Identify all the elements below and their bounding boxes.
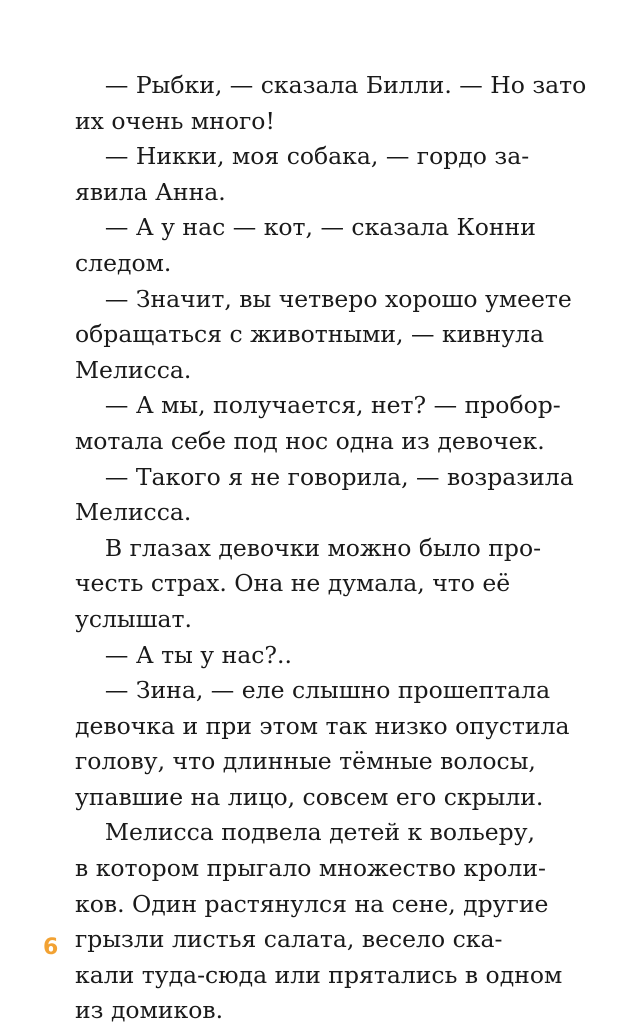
text-line: — Значит, вы четверо хорошо умеете: [75, 284, 572, 313]
text-line: Мелисса подвела детей к вольеру,: [75, 818, 535, 847]
text-line: голову, что длинные тёмные волосы,: [75, 747, 536, 776]
text-line: в котором прыгало множество кроли-: [75, 854, 546, 883]
text-line: — Такого я не говорила, — возразила: [75, 462, 574, 491]
body-text: [75, 68, 587, 1029]
text-line: Мелисса.: [75, 355, 192, 384]
text-line: — А ты у нас?..: [75, 640, 292, 669]
text-line: следом.: [75, 248, 172, 277]
text-line: Мелисса.: [75, 498, 192, 527]
text-line: — Никки, моя собака, — гордо за-: [75, 142, 530, 171]
text-line: обращаться с животными, — кивнула: [75, 320, 544, 349]
text-line: кали туда-сюда или прятались в одном: [75, 960, 563, 989]
text-line: — Зина, — еле слышно прошептала: [75, 676, 551, 705]
text-line: упавшие на лицо, совсем его скрыли.: [75, 782, 544, 811]
page-number: 6: [43, 935, 59, 960]
text-line: из домиков.: [75, 996, 224, 1025]
text-line: явила Анна.: [75, 177, 226, 206]
text-line: мотала себе под нос одна из девочек.: [75, 426, 545, 455]
text-line: — А у нас — кот, — сказала Конни: [75, 213, 536, 242]
text-line: В глазах девочки можно было про-: [75, 533, 542, 562]
text-line: грызли листья салата, весело ска-: [75, 925, 503, 954]
text-line: девочка и при этом так низко опустила: [75, 711, 570, 740]
text-line: ков. Один растянулся на сене, другие: [75, 889, 549, 918]
text-line: их очень много!: [75, 106, 275, 135]
text-line: услышат.: [75, 604, 192, 633]
text-line: — А мы, получается, нет? — пробор-: [75, 391, 561, 420]
text-line: честь страх. Она не думала, что её: [75, 569, 511, 598]
text-line: — Рыбки, — сказала Билли. — Но зато: [75, 71, 587, 99]
